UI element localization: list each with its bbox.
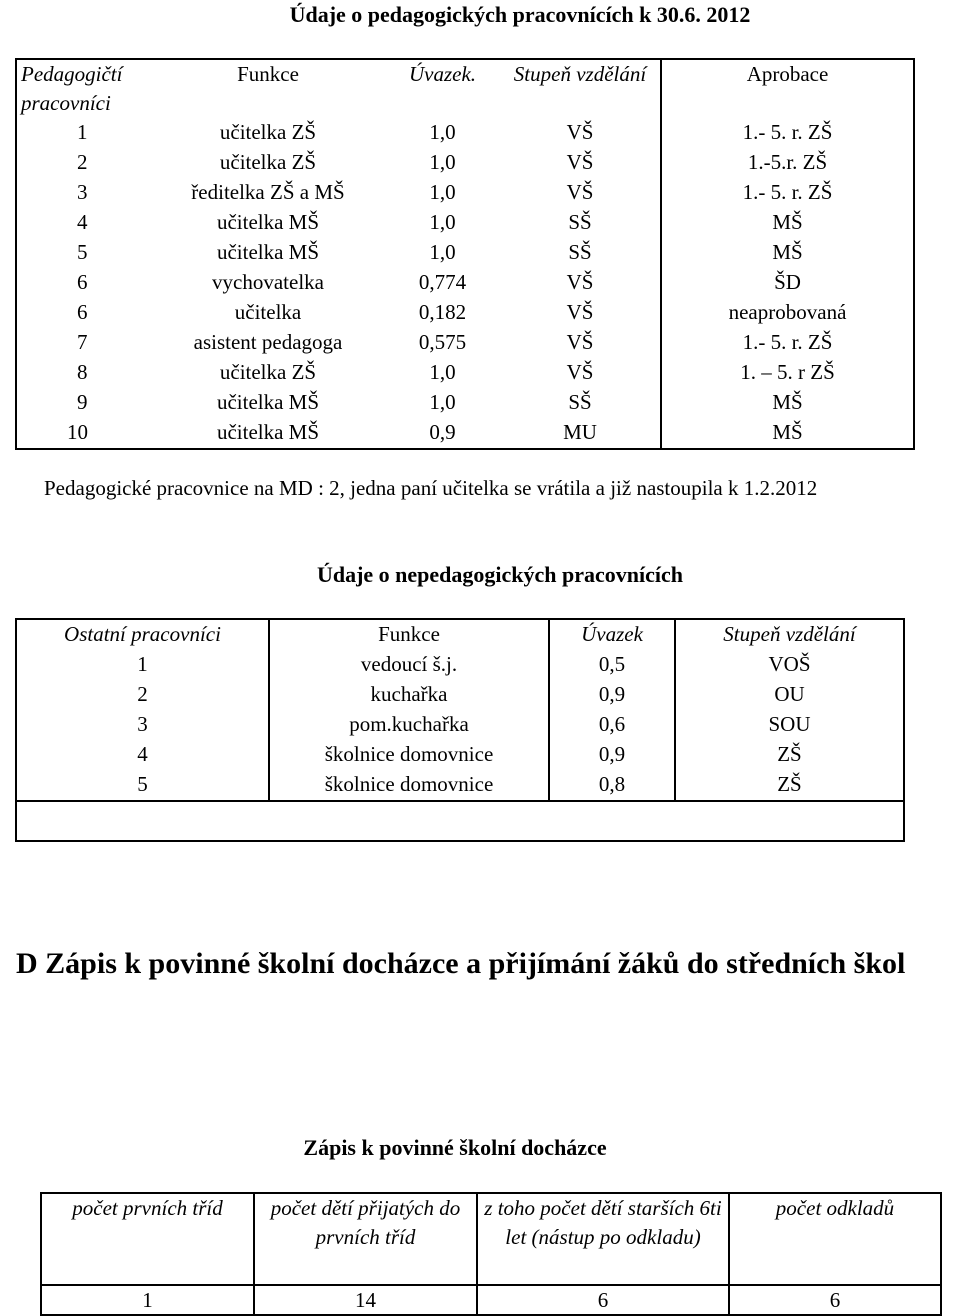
table-row (16, 178, 914, 208)
header-qualification: Aprobace (661, 59, 914, 118)
cell-qualification: MŠ (661, 388, 914, 418)
table-row (16, 358, 914, 388)
header-pedagogical-staff: Pedagogičtí pracovníci (21, 62, 123, 115)
header-education: Stupeň vzdělání (513, 62, 647, 86)
cell-education: ZŠ (675, 770, 904, 801)
section-heading: D Zápis k povinné školní docházce a přijímání žáků do středních škol (16, 947, 906, 980)
cell-qualification: 1.-5.r. ZŠ (661, 148, 914, 178)
cell-education: VŠ (566, 180, 594, 204)
table-row (16, 268, 914, 298)
cell-workload: 0,774 (418, 270, 467, 294)
cell-qualification: 1.- 5. r. ZŠ (661, 328, 914, 358)
table-row (16, 418, 914, 449)
cell-function: učitelka ZŠ (219, 120, 317, 144)
empty-row (16, 801, 904, 841)
table-row (16, 208, 914, 238)
cell-function: učitelka MŠ (216, 390, 320, 414)
cell-number: 4 (77, 210, 88, 234)
cell-function: vedoucí š.j. (269, 650, 549, 680)
cell-function: asistent pedagoga (193, 330, 343, 354)
cell-number: 4 (137, 742, 148, 766)
cell-workload: 1,0 (429, 150, 456, 174)
table-row (16, 328, 914, 358)
header-workload: Úvazek (549, 619, 675, 650)
cell-education: VŠ (566, 330, 594, 354)
cell-education: VŠ (566, 300, 594, 324)
value-children-admitted: 14 (254, 1285, 477, 1315)
cell-qualification: neaprobovaná (661, 298, 914, 328)
cell-function: učitelka MŠ (216, 210, 320, 234)
header-workload: Úvazek. (408, 62, 477, 86)
cell-education: SŠ (568, 240, 592, 264)
cell-workload: 0,9 (549, 740, 675, 770)
cell-workload: 0,6 (549, 710, 675, 740)
enrolment-table (40, 1192, 942, 1316)
cell-qualification: MŠ (661, 418, 914, 449)
value-older-children: 6 (477, 1285, 729, 1315)
header-other-staff: Ostatní pracovníci (64, 622, 221, 646)
cell-qualification: ŠD (661, 268, 914, 298)
table-row (16, 680, 904, 710)
table-row (16, 710, 904, 740)
cell-function: učitelka ZŠ (219, 150, 317, 174)
cell-education: SŠ (568, 210, 592, 234)
header-function: Funkce (269, 619, 549, 650)
cell-number: 1 (137, 652, 148, 676)
cell-function: učitelka (234, 300, 302, 324)
cell-education: VOŠ (675, 650, 904, 680)
header-first-classes: počet prvních tříd (41, 1193, 254, 1285)
page-title: Údaje o pedagogických pracovnících k 30.6. 2012 (289, 2, 751, 27)
table-row (16, 298, 914, 328)
non-teaching-staff-title: Údaje o nepedagogických pracovnících (316, 562, 684, 587)
cell-number: 10 (67, 420, 88, 444)
cell-number: 9 (77, 390, 88, 414)
cell-education: OU (675, 680, 904, 710)
cell-function: školnice domovnice (269, 770, 549, 801)
table-row (16, 770, 904, 801)
cell-workload: 1,0 (429, 120, 456, 144)
cell-workload: 1,0 (429, 180, 456, 204)
maternity-leave-note: Pedagogické pracovnice na MD : 2, jedna paní učitelka se vrátila a již nastoupila k 1.2.2012 (44, 476, 818, 500)
cell-workload: 0,575 (418, 330, 467, 354)
cell-function: ředitelka ZŠ a MŠ (191, 180, 345, 204)
cell-education: SŠ (568, 390, 592, 414)
staff-table (15, 618, 905, 842)
cell-number: 7 (77, 330, 88, 354)
cell-number: 3 (77, 180, 88, 204)
table-row (16, 238, 914, 268)
header-function: Funkce (237, 62, 299, 86)
cell-education: MU (563, 420, 597, 444)
cell-function: kuchařka (269, 680, 549, 710)
cell-qualification: 1. – 5. r ZŠ (661, 358, 914, 388)
enrolment-title: Zápis k povinné školní docházce (303, 1135, 607, 1160)
header-children-admitted: počet dětí přijatých do prvních tříd (254, 1193, 477, 1285)
cell-function: učitelka MŠ (216, 420, 320, 444)
cell-number: 3 (137, 712, 148, 736)
cell-number: 6 (77, 270, 88, 294)
cell-qualification: 1.- 5. r. ZŠ (661, 178, 914, 208)
cell-workload: 1,0 (429, 240, 456, 264)
cell-function: učitelka ZŠ (219, 360, 317, 384)
table-row (16, 388, 914, 418)
cell-qualification: 1.- 5. r. ZŠ (661, 118, 914, 148)
teachers-table (15, 58, 915, 450)
cell-number: 8 (77, 360, 88, 384)
table-row (16, 118, 914, 148)
cell-workload: 1,0 (429, 390, 456, 414)
cell-function: učitelka MŠ (216, 240, 320, 264)
cell-workload: 0,9 (549, 680, 675, 710)
cell-qualification: MŠ (661, 208, 914, 238)
value-deferrals: 6 (729, 1285, 941, 1315)
cell-function: vychovatelka (212, 270, 324, 294)
value-first-classes: 1 (41, 1285, 254, 1315)
cell-workload: 0,8 (549, 770, 675, 801)
cell-workload: 0,9 (429, 420, 456, 444)
cell-education: VŠ (566, 360, 594, 384)
cell-education: VŠ (566, 120, 594, 144)
cell-workload: 1,0 (429, 360, 456, 384)
cell-function: pom.kuchařka (269, 710, 549, 740)
cell-workload: 0,5 (549, 650, 675, 680)
table-row (16, 740, 904, 770)
header-education: Stupeň vzdělání (675, 619, 904, 650)
header-deferrals: počet odkladů (729, 1193, 941, 1285)
cell-function: školnice domovnice (269, 740, 549, 770)
table-row (16, 148, 914, 178)
cell-number: 5 (77, 240, 88, 264)
cell-education: VŠ (566, 150, 594, 174)
cell-number: 5 (137, 772, 148, 796)
cell-workload: 1,0 (429, 210, 456, 234)
cell-qualification: MŠ (661, 238, 914, 268)
table-row (16, 650, 904, 680)
cell-number: 1 (77, 120, 88, 144)
cell-education: ZŠ (675, 740, 904, 770)
cell-workload: 0,182 (418, 300, 467, 324)
header-older-children: z toho počet dětí starších 6ti let (nástup po odkladu) (477, 1193, 729, 1285)
cell-education: SOU (675, 710, 904, 740)
cell-number: 2 (77, 150, 88, 174)
cell-number: 2 (137, 682, 148, 706)
cell-number: 6 (77, 300, 88, 324)
cell-education: VŠ (566, 270, 594, 294)
